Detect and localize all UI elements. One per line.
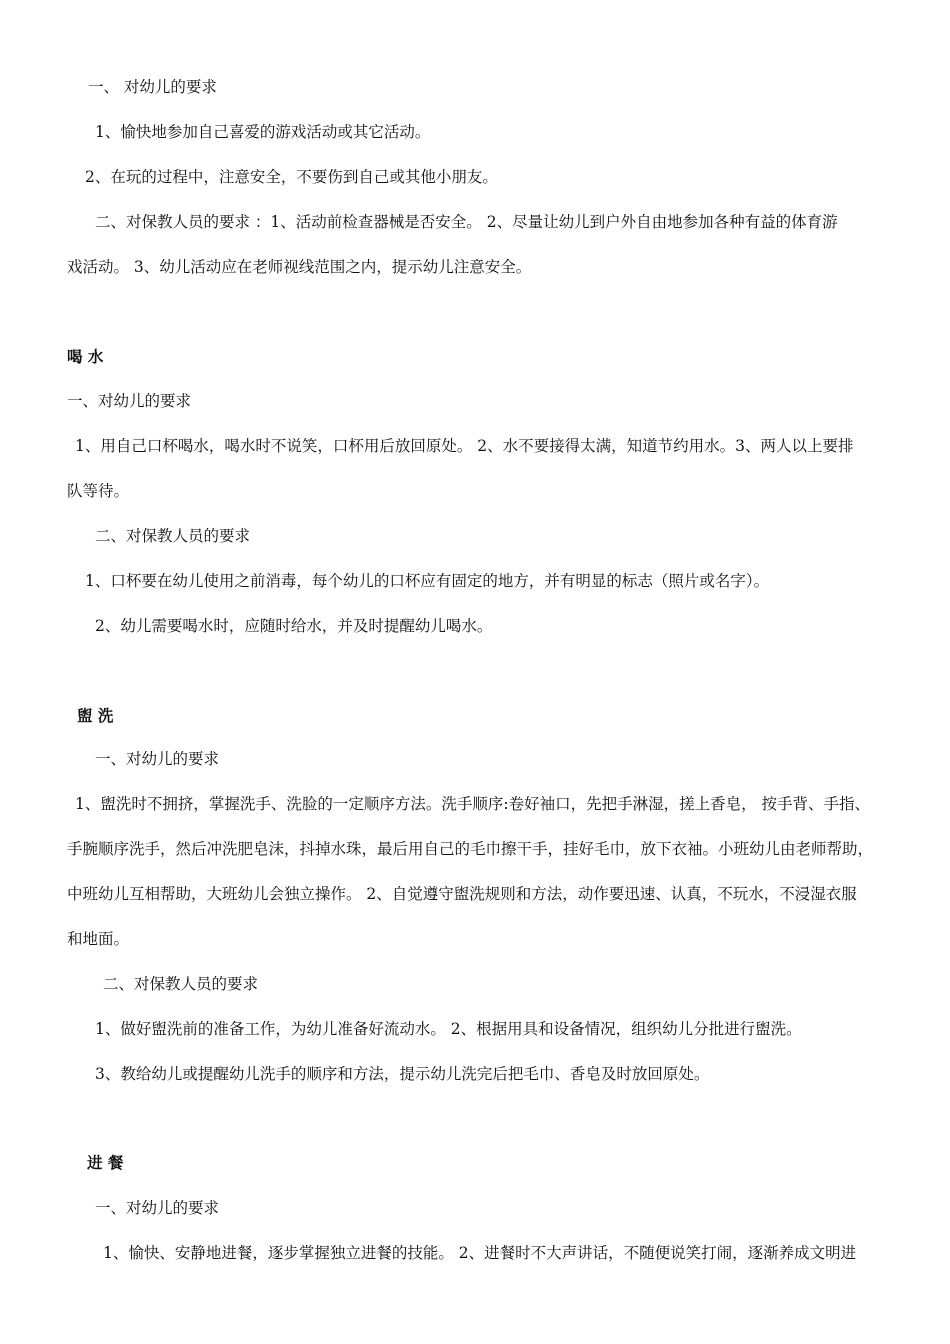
washing-child-req-line3: 中班幼儿互相帮助，大班幼儿会独立操作。 2、自觉遵守盥洗规则和方法，动作要迅速、认真，不玩水，不浸湿衣服 <box>67 885 857 903</box>
drinking-child-req-heading: 一、对幼儿的要求 <box>67 392 192 410</box>
washing-child-req-line4: 和地面。 <box>67 930 130 948</box>
drinking-child-req-line1: 1、用自己口杯喝水，喝水时不说笑，口杯用后放回原处。 2、水不要接得太满，知道节约用水。3、两人以上要排 <box>75 437 854 455</box>
outdoor-child-req-2: 2、在玩的过程中，注意安全，不要伤到自己或其他小朋友。 <box>85 168 498 186</box>
outdoor-child-req-heading: 一、 对幼儿的要求 <box>88 78 217 96</box>
washing-child-req-heading: 一、对幼儿的要求 <box>95 750 220 768</box>
drinking-child-req-line2: 队等待。 <box>67 482 130 500</box>
washing-staff-req-2: 3、教给幼儿或提醒幼儿洗手的顺序和方法，提示幼儿洗完后把毛巾、香皂及时放回原处。 <box>95 1065 710 1083</box>
drinking-staff-req-1: 1、口杯要在幼儿使用之前消毒，每个幼儿的口杯应有固定的地方，并有明显的标志（照片或名字）。 <box>85 572 770 590</box>
drinking-staff-req-heading: 二、对保教人员的要求 <box>95 527 251 545</box>
meal-child-req-heading: 一、对幼儿的要求 <box>95 1199 220 1217</box>
washing-section-title: 盥 洗 <box>77 706 114 725</box>
drinking-section-title: 喝 水 <box>67 347 104 366</box>
meal-section-title: 进 餐 <box>87 1153 124 1172</box>
outdoor-staff-req-line1: 二、对保教人员的要求 ：1、活动前检查器械是否安全。 2、尽量让幼儿到户外自由地参加各种有益的体育游 <box>95 213 838 231</box>
washing-staff-req-heading: 二、对保教人员的要求 <box>103 975 259 993</box>
outdoor-child-req-1: 1、愉快地参加自己喜爱的游戏活动或其它活动。 <box>95 123 431 141</box>
outdoor-staff-req-line2: 戏活动。 3、幼儿活动应在老师视线范围之内，提示幼儿注意安全。 <box>67 258 532 276</box>
washing-staff-req-1: 1、做好盥洗前的准备工作，为幼儿准备好流动水。 2、根据用具和设备情况，组织幼儿分批进行盥洗。 <box>95 1020 802 1038</box>
washing-child-req-line1: 1、盥洗时不拥挤，掌握洗手、洗脸的一定顺序方法。洗手顺序:卷好袖口，先把手淋湿，搓上香皂， 按手背、手指、 <box>75 795 871 813</box>
drinking-staff-req-2: 2、幼儿需要喝水时，应随时给水，并及时提醒幼儿喝水。 <box>95 617 493 635</box>
meal-child-req-line1: 1、愉快、安静地进餐，逐步掌握独立进餐的技能。 2、进餐时不大声讲话，不随便说笑打闹，逐渐养成文明进 <box>103 1244 857 1262</box>
washing-child-req-line2: 手腕顺序洗手，然后冲洗肥皂沫，抖掉水珠，最后用自己的毛巾擦干手，挂好毛巾，放下衣袖。小班幼儿由老师帮助， <box>67 840 874 858</box>
